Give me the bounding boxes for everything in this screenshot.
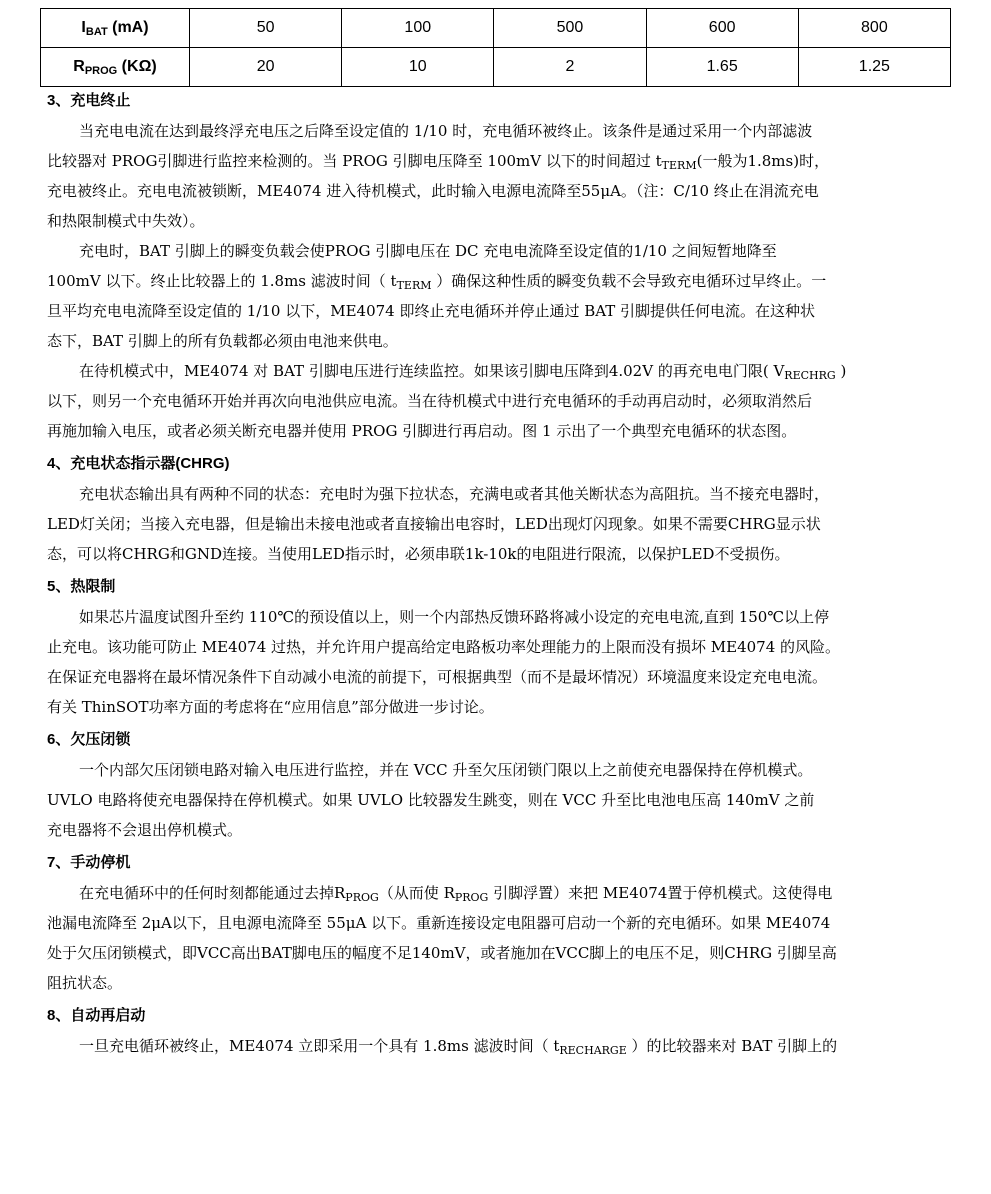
text-line: UVLO 电路将使充电器保持在停机模式。如果 UVLO 比较器发生跳变，则在 VCC 升至比电池电压高 140mV 之前 [47, 791, 815, 809]
text-line: 再施加输入电压，或者必须关断充电器并使用 PROG 引脚进行再启动。图 1 示出了一个典型充电循环的状态图。 [47, 422, 797, 440]
text-line: 充电器将不会退出停机模式。 [47, 821, 243, 839]
text-line: 旦平均充电电流降至设定值的 1/10 以下，ME4074 即终止充电循环并停止通过 BAT 引脚提供任何电流。在这种状 [47, 302, 816, 320]
section-heading-manual-shutdown: 7、手动停机 [47, 854, 131, 871]
section-heading-thermal-limit: 5、热限制 [47, 578, 116, 595]
prog-resistor-table [40, 8, 951, 87]
table-cell: 1.65 [646, 48, 798, 87]
table-row-ibat [41, 9, 951, 48]
row-header-rprog: $R_{PROG}$ (KΩ) [41, 48, 190, 87]
text-line: 充电被终止。充电电流被锁断，ME4074 进入待机模式，此时输入电源电流降至55μA。（注：C/10 终止在涓流充电 [47, 182, 819, 200]
row-header-ibat: $I_{BAT}$ (mA) [41, 9, 190, 48]
text-line: 止充电。该功能可防止 ME4074 过热，并允许用户提高给定电路板功率处理能力的上限而没有损坏 ME4074 的风险。 [47, 638, 841, 656]
paragraph [47, 602, 944, 722]
table-cell: 2 [494, 48, 646, 87]
text-line: 有关 ThinSOT功率方面的考虑将在“应用信息”部分做进一步讨论。 [47, 698, 494, 716]
table-cell: 20 [190, 48, 342, 87]
text-line: 以下，则另一个充电循环开始并再次向电池供应电流。当在待机模式中进行充电循环的手动再启动时，必须取消然后 [47, 392, 813, 410]
paragraph [47, 356, 944, 446]
text-line: 在保证充电器将在最坏情况条件下自动减小电流的前提下，可根据典型（而不是最坏情况）环境温度来设定充电电流。 [47, 668, 828, 686]
paragraph [47, 116, 944, 236]
table-cell: 600 [646, 9, 798, 48]
section-heading-charge-status-indicator: 4、充电状态指示器(CHRG) [47, 455, 230, 472]
text-line: 一旦充电循环被终止，ME4074 立即采用一个具有 1.8ms 滤波时间（ $t_{RECHARGE}$ ）的比较器来对 BAT 引脚上的 [79, 1037, 838, 1057]
table-cell: 1.25 [798, 48, 950, 87]
table-row-rprog [41, 48, 951, 87]
text-line: 比较器对 PROG引脚进行监控来检测的。当 PROG 引脚电压降至 100mV 以下的时间超过 $t_{TERM}$(一般为1.8ms)时， [47, 152, 830, 172]
text-line: 如果芯片温度试图升至约 110℃的预设值以上，则一个内部热反馈环路将减小设定的充电电流,直到 150℃以上停 [79, 608, 830, 626]
table-cell: 500 [494, 9, 646, 48]
paragraph [47, 878, 944, 998]
paragraph [47, 1031, 944, 1061]
document-body [47, 86, 944, 1061]
text-line: 态下，BAT 引脚上的所有负载都必须由电池来供电。 [47, 332, 398, 350]
table-cell: 10 [342, 48, 494, 87]
table-cell: 50 [190, 9, 342, 48]
paragraph [47, 479, 944, 569]
text-line: 处于欠压闭锁模式，即VCC高出BAT脚电压的幅度不足140mV，或者施加在VCC脚上的电压不足，则CHRG 引脚呈高 [47, 944, 837, 962]
text-line: 和热限制模式中失效）。 [47, 212, 205, 230]
text-line: 当充电电流在达到最终浮充电压之后降至设定值的 1/10 时，充电循环被终止。该条件是通过采用一个内部滤波 [79, 122, 813, 140]
text-line: 一个内部欠压闭锁电路对输入电压进行监控，并在 VCC 升至欠压闭锁门限以上之前使充电器保持在停机模式。 [79, 761, 813, 779]
text-line: 态，可以将CHRG和GND连接。当使用LED指示时，必须串联1k-10k的电阻进行限流，以保护LED不受损伤。 [47, 545, 790, 563]
text-line: 在充电循环中的任何时刻都能通过去掉$R_{PROG}$（从而使 $R_{PROG}$ 引脚浮置）来把 ME4074置于停机模式。这使得电 [79, 884, 833, 904]
text-line: 在待机模式中，ME4074 对 BAT 引脚电压进行连续监控。如果该引脚电压降到4.02V 的再充电电门限( $V_{RECHRG}$ ) [79, 362, 847, 382]
text-line: 阻抗状态。 [47, 974, 123, 992]
table-cell: 800 [798, 9, 950, 48]
paragraph [47, 755, 944, 845]
text-line: 充电状态输出具有两种不同的状态：充电时为强下拉状态，充满电或者其他关断状态为高阻抗。当不接充电器时， [79, 485, 830, 503]
paragraph [47, 236, 944, 356]
table-cell: 100 [342, 9, 494, 48]
section-heading-auto-restart: 8、自动再启动 [47, 1007, 146, 1024]
text-line: LED灯关闭；当接入充电器，但是输出未接电池或者直接输出电容时，LED出现灯闪现象。如果不需要CHRG显示状 [47, 515, 821, 533]
text-line: 池漏电流降至 2μA以下，且电源电流降至 55μA 以下。重新连接设定电阻器可启动一个新的充电循环。如果 ME4074 [47, 914, 831, 932]
section-heading-undervoltage-lockout: 6、欠压闭锁 [47, 731, 131, 748]
text-line: 100mV 以下。终止比较器上的 1.8ms 滤波时间（ $t_{TERM}$ ）确保这种性质的瞬变负载不会导致充电循环过早终止。一 [47, 272, 827, 292]
section-heading-charge-termination: 3、充电终止 [47, 92, 131, 109]
text-line: 充电时，BAT 引脚上的瞬变负载会使PROG 引脚电压在 DC 充电电流降至设定值的1/10 之间短暂地降至 [79, 242, 777, 260]
